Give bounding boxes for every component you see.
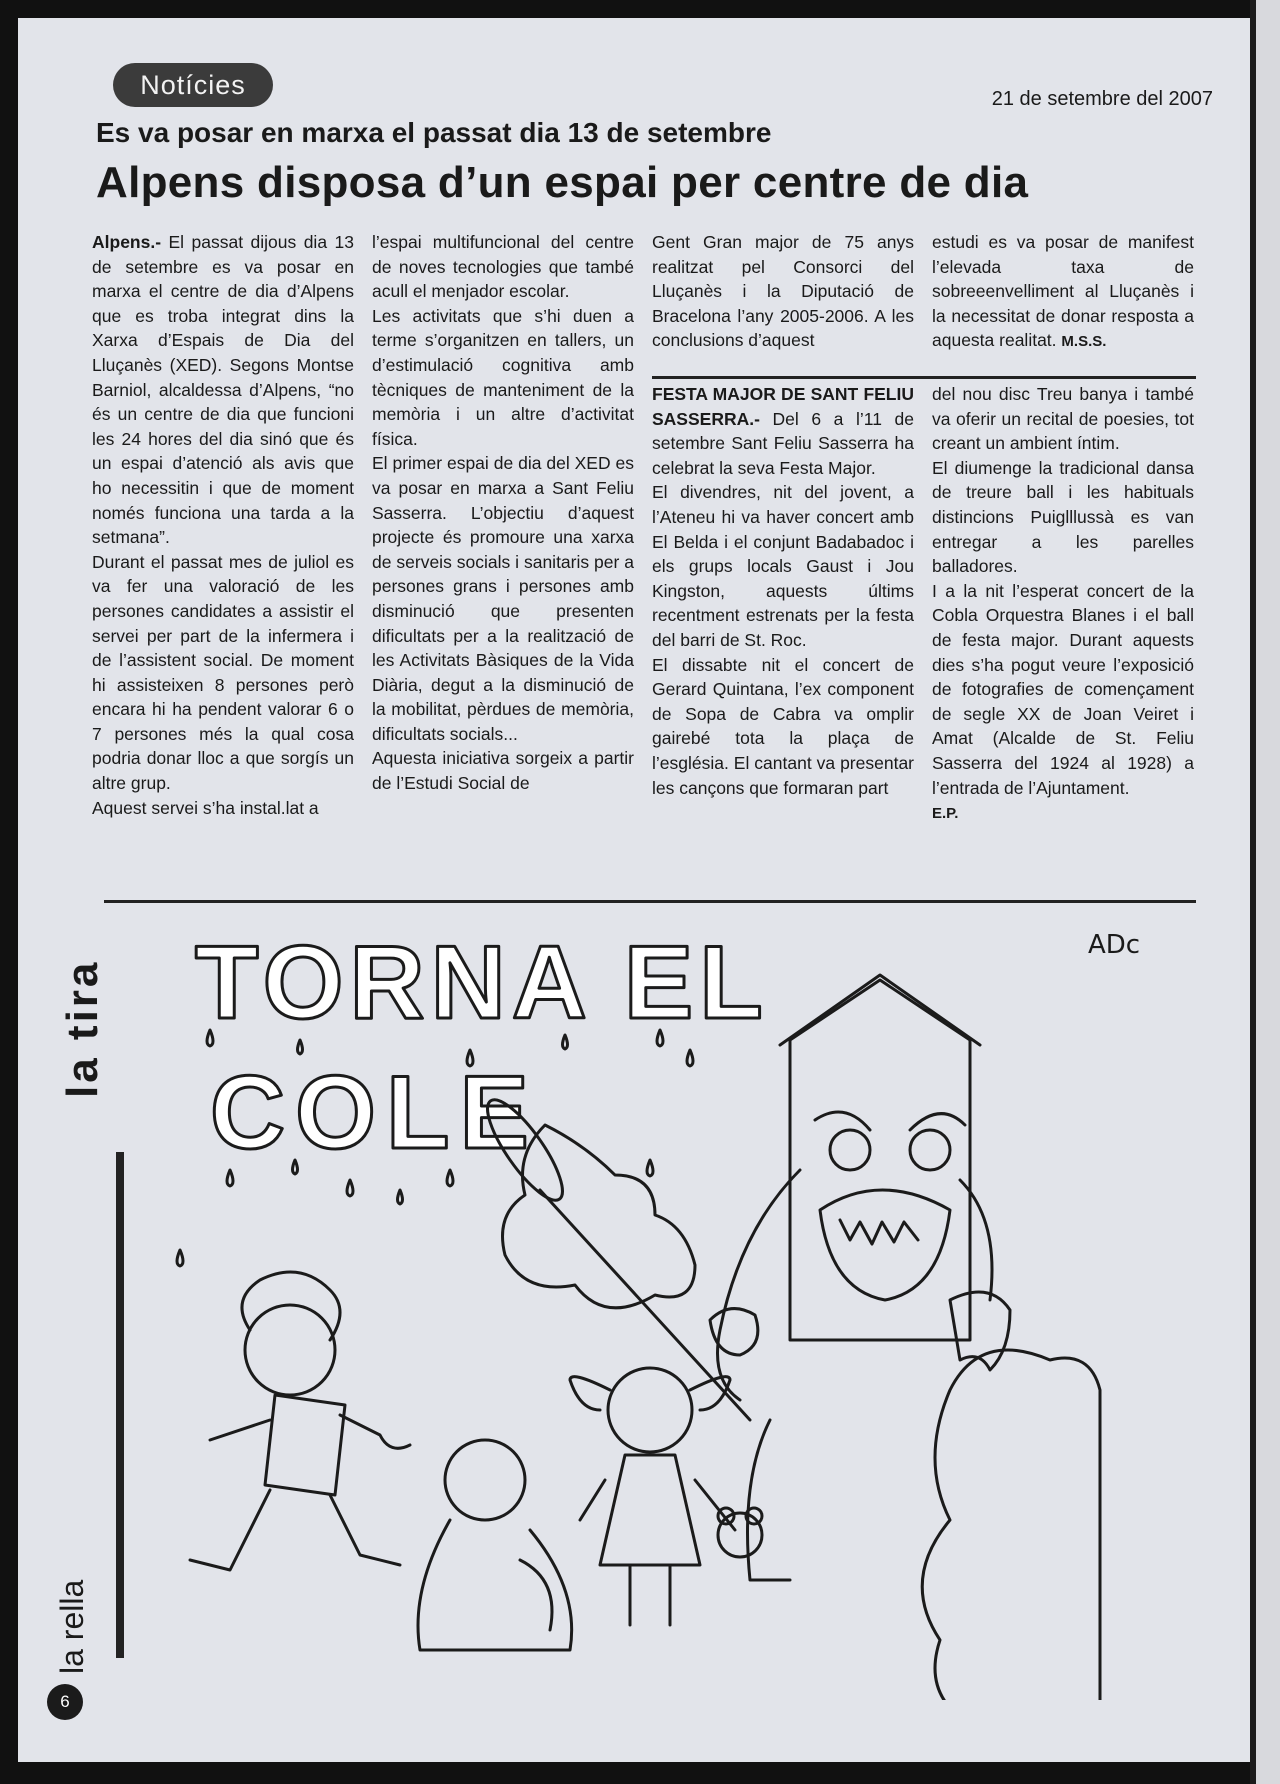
artist-signature: ADc xyxy=(1088,930,1141,960)
issue-date: 21 de setembre del 2007 xyxy=(991,88,1213,110)
paragraph xyxy=(932,230,1194,355)
page-spine xyxy=(1250,0,1280,1784)
paragraph: Gent Gran major de 75 anys realitzat pel Consorci del Lluçanès i la Diputació de Bracelona l’any 2005-2006. A les conclusions d’aquest xyxy=(652,232,914,351)
paragraph: El primer espai de dia del XED es va posar en marxa a Sant Feliu Sasserra. L’objectiu d’aquest projecte és promoure una xarxa de serveis socials i sanitaris per a persones grans i persones amb disminució que presenten dificultats per a la realització de les Activitats Bàsiques de la Vida Diària, degut a la disminució de la mobilitat, pèrdues de memòria, dificultats socials... xyxy=(372,453,634,744)
comic-strip-illustration xyxy=(150,920,1230,1700)
article-subtitle: Es va posar en marxa el passat dia 13 de setembre xyxy=(96,117,772,148)
section-divider xyxy=(652,376,1196,379)
news-heading: FESTA MAJOR DE SANT FELIU SASSERRA.- xyxy=(652,384,914,429)
author-signature: M.S.S. xyxy=(1061,333,1107,351)
paragraph xyxy=(932,579,1194,827)
comic-title-line2 xyxy=(210,1055,539,1171)
news-column-2 xyxy=(932,382,1194,827)
paragraph-text: estudi es va posar de manifest l’elevada taxa de sobreeenvelliment al Lluçanès i la necessitat de donar resposta a aquesta realitat. xyxy=(932,232,1194,351)
paragraph xyxy=(652,382,914,480)
article-column-2 xyxy=(372,230,634,796)
article-column-1 xyxy=(92,230,354,820)
paragraph xyxy=(92,230,354,550)
section-badge: Notícies xyxy=(113,63,273,107)
paragraph: l’espai multifuncional del centre de noves tecnologies que també acull el menjador escolar. xyxy=(372,232,634,302)
author-signature: E.P. xyxy=(932,805,959,823)
dateline: Alpens.- xyxy=(92,232,162,252)
paragraph-text: El passat dijous dia 13 de setembre es va posar en marxa el centre de dia d’Alpens que es troba integrat dins la Xarxa d’Espais de Dia del Lluçanès (XED). Segons Montse Barniol, alcaldessa d’Alpens, “no és un centre de dia que funcioni les 24 hores del dia sinó que és un espai d’atenció als avis que ho necessitin i que de moment només funciona una tarda a la setmana”. xyxy=(92,232,354,548)
svg-text:TORNA EL: TORNA EL xyxy=(195,925,769,1041)
paragraph: Les activitats que s’hi duen a terme s’organitzen en tallers, un d’estimulació cognitiva amb tècniques de manteniment de la memòria i un altre d’activitat física. xyxy=(372,305,634,449)
paragraph: El dissabte nit el concert de Gerard Quintana, l’ex component de Sopa de Cabra va omplir gairebé tota la plaça de l’església. El cantant va presentar les cançons que formaran part xyxy=(652,654,914,798)
vertical-bar xyxy=(116,1152,124,1658)
paragraph: El diumenge la tradicional dansa de treure ball i les habituals distincions Puiglllussà es van entregar a les parelles balladores. xyxy=(932,457,1194,577)
paragraph: Aquest servei s’ha instal.lat a xyxy=(92,797,319,818)
paragraph: Aquesta iniciativa sorgeix a partir de l’Estudi Social de xyxy=(372,748,634,794)
article-headline: Alpens disposa d’un espai per centre de dia xyxy=(96,158,1029,207)
page-number: 6 xyxy=(47,1684,83,1720)
comic-section-text: la tira xyxy=(58,959,107,1098)
publication-text: la rella xyxy=(54,1579,90,1674)
paragraph: Durant el passat mes de juliol es va fer una valoració de les persones candidates a assistir el servei per part de la infermera i de l’assistent social. De moment hi assisteixen 8 persones però encara hi ha pendent valorar 6 o 7 persones més la qual cosa podria donar lloc a que sorgís un altre grup. xyxy=(92,551,354,794)
news-column-1 xyxy=(652,382,914,800)
comic-title-line1 xyxy=(195,925,769,1041)
article-column-3 xyxy=(652,230,914,353)
comic-divider xyxy=(104,900,1196,903)
paragraph: El divendres, nit del jovent, a l’Ateneu hi va haver concert amb El Belda i el conjunt Badabadoc i els grups locals Gaust i Jou Kingston, aquests últims recentment estrenats per la festa del barri de St. Roc. xyxy=(652,482,914,650)
article-column-4 xyxy=(932,230,1194,355)
paragraph-text: Del 6 a l’11 de setembre Sant Feliu Sasserra ha celebrat la seva Festa Major. xyxy=(652,408,914,478)
paragraph-text: I a la nit l’esperat concert de la Cobla Orquestra Blanes i el ball de festa major. Durant aquests dies s’ha pogut veure l’exposició de fotografies de començament de segle XX de Joan Veiret i Amat (Alcalde de St. Feliu Sasserra del 1924 al 1928) a l’entrada de l’Ajuntament. xyxy=(932,580,1194,798)
paragraph: del nou disc Treu banya i també va oferir un recital de poesies, tot creant un ambient íntim. xyxy=(932,384,1194,454)
svg-text:COLE: COLE xyxy=(210,1055,539,1171)
